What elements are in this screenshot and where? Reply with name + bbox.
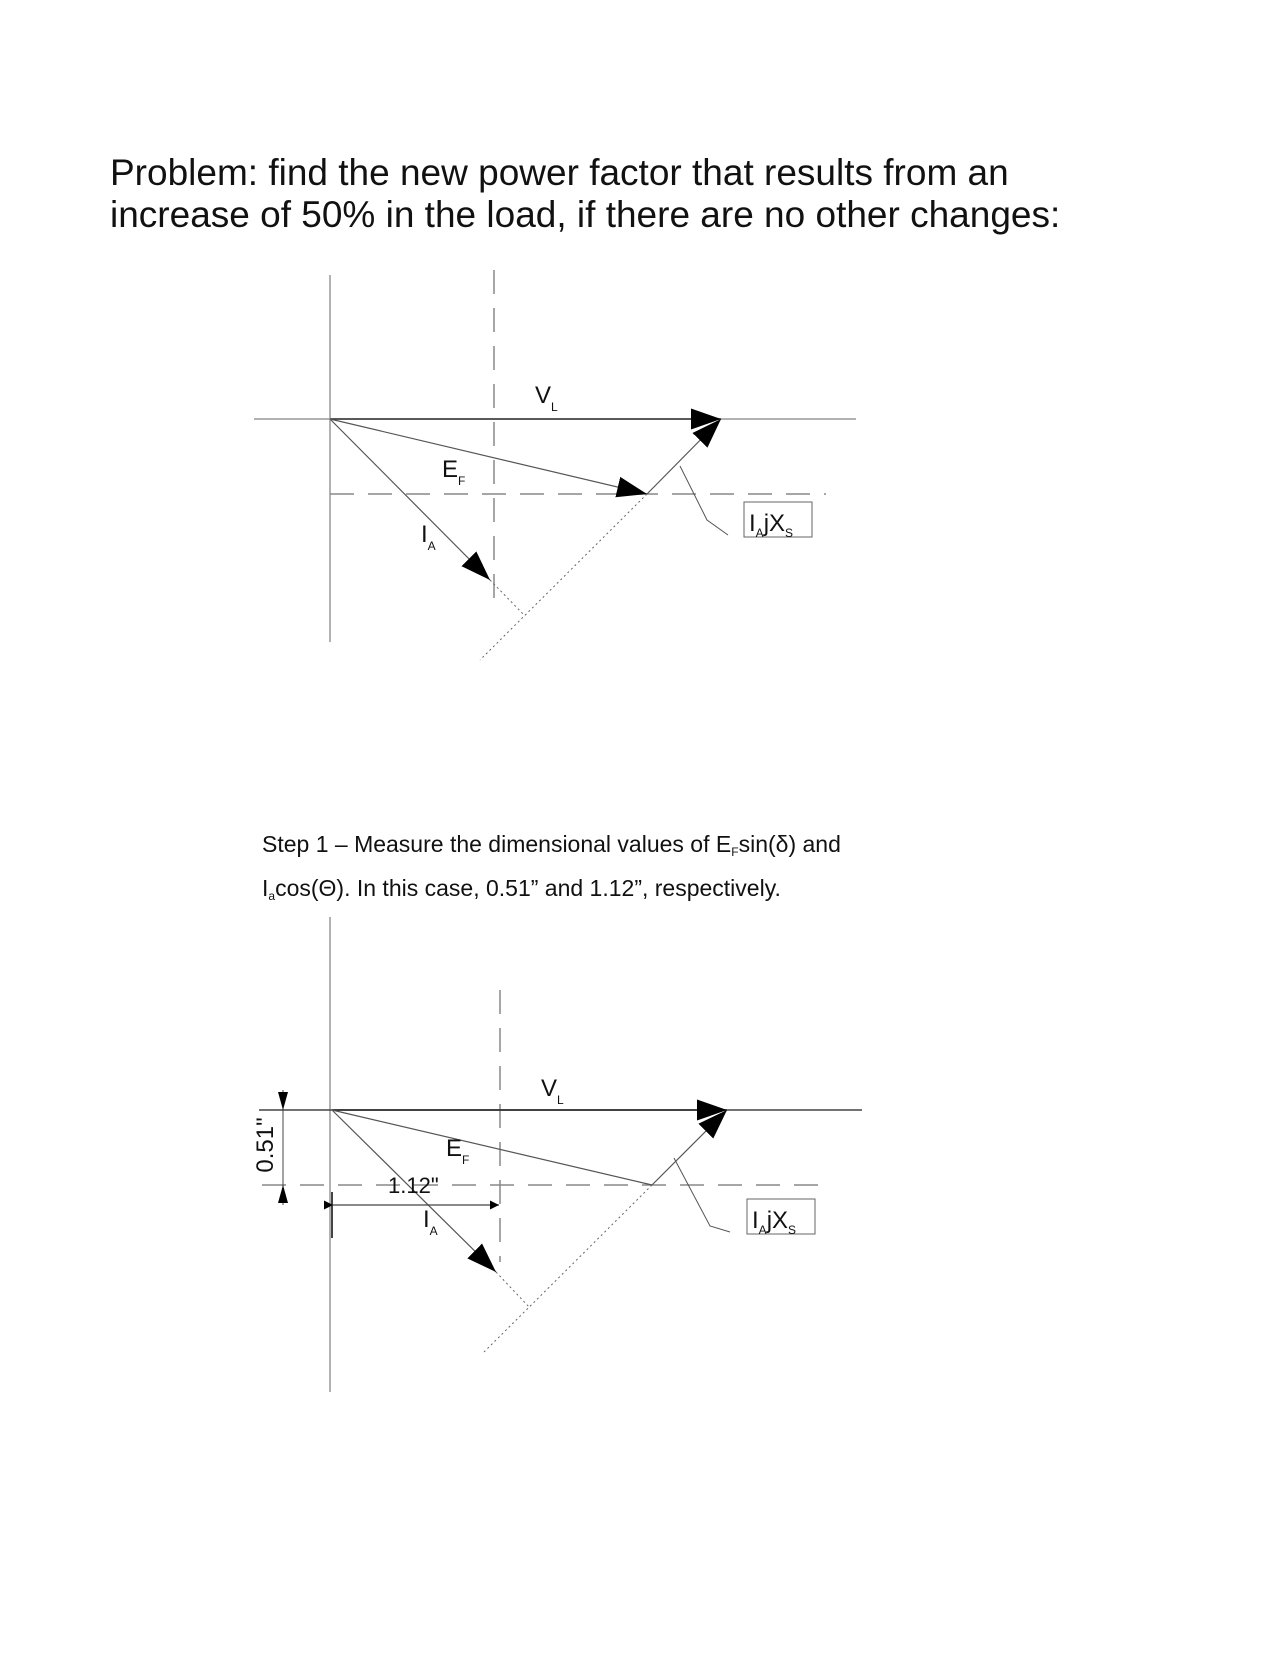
iajxs-vector [647, 419, 721, 494]
ia-extension-dotted [490, 580, 525, 616]
problem-line-1: Problem: find the new power factor that results from an [110, 152, 1009, 193]
step-1-ef-subscript: F [731, 845, 739, 859]
iajxs-vector [652, 1110, 727, 1185]
step-1-ia: I [262, 875, 269, 901]
iajxs-extension-dotted [484, 1185, 652, 1352]
vl-label: $V_L$ [541, 1075, 564, 1107]
dimension-vertical-label: 0.51" [252, 1117, 279, 1173]
step-1-middle: sin(δ) and [738, 831, 841, 857]
vl-label-sub: L [557, 1093, 564, 1107]
ef-label: $E_F$ [442, 456, 466, 488]
problem-line-2: increase of 50% in the load, if there are no other changes: [110, 194, 1061, 235]
ia-label-sub: A [429, 1224, 438, 1238]
vl-label: $V_L$ [535, 382, 558, 414]
phasor-diagram-1 [254, 270, 856, 660]
step-1-rest: cos(Θ). In this case, 0.51” and 1.12”, respectively. [275, 875, 781, 901]
iajxs-label: $I_AjX_S$ [749, 510, 794, 540]
dimension-arrow-bottom [278, 1185, 288, 1203]
ia-label: $I_A$ [423, 1206, 438, 1238]
iajxs-label: $I_AjX_S$ [752, 1207, 797, 1237]
ef-vector [330, 419, 647, 494]
ef-vector [332, 1110, 652, 1185]
ef-label-sub: F [462, 1153, 470, 1167]
phasor-diagram-2 [252, 917, 862, 1392]
dimension-arrow-top [278, 1092, 288, 1110]
vl-label-sub: L [551, 400, 558, 414]
ia-label: $I_A$ [421, 521, 436, 553]
ef-label: $E_F$ [446, 1135, 470, 1167]
step-1-ia-subscript: a [268, 889, 276, 903]
ia-extension-dotted [496, 1272, 530, 1308]
iajxs-leader-line [674, 1158, 730, 1232]
ia-vector [330, 419, 490, 580]
step-1-prefix: Step 1 – Measure the dimensional values of E [262, 831, 732, 857]
iajxs-extension-dotted [480, 494, 647, 660]
iajxs-leader-line [680, 466, 728, 535]
ef-label-sub: F [458, 474, 466, 488]
ia-label-sub: A [427, 539, 436, 553]
dimension-horizontal-label: 1.12" [388, 1173, 439, 1198]
